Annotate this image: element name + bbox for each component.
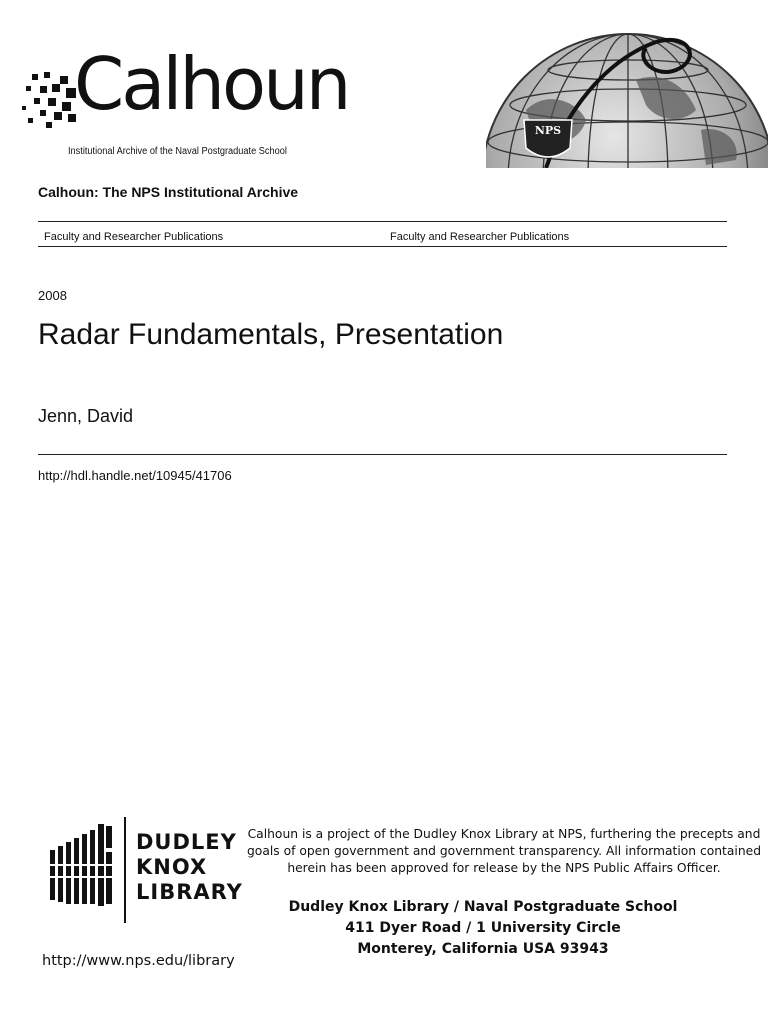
library-line-2: KNOX xyxy=(136,855,208,879)
nps-badge-text: NPS xyxy=(534,124,562,137)
header-rule-top xyxy=(38,221,727,222)
blurb-line-1: Calhoun is a project of the Dudley Knox Library at NPS, furthering the precepts and xyxy=(247,827,761,841)
calhoun-logo xyxy=(22,42,349,166)
logo-wordmark: Calhoun xyxy=(74,42,349,126)
library-line-1: DUDLEY xyxy=(136,830,237,854)
blurb-line-3: herein has been approved for release by the NPS Public Affairs Officer. xyxy=(287,861,721,875)
footer-address xyxy=(246,897,720,960)
record-title: Radar Fundamentals, Presentation xyxy=(38,318,504,351)
record-year: 2008 xyxy=(38,288,67,303)
dudley-knox-library-wordmark xyxy=(136,830,243,905)
header-rule-bottom xyxy=(38,246,727,247)
footer-divider xyxy=(124,817,126,923)
address-line-2: 411 Dyer Road / 1 University Circle xyxy=(345,920,621,936)
nps-shield-icon xyxy=(524,120,572,157)
library-url-link[interactable]: http://www.nps.edu/library xyxy=(42,953,235,969)
collection-left[interactable]: Faculty and Researcher Publications xyxy=(44,231,224,243)
address-line-3: Monterey, California USA 93943 xyxy=(357,941,609,957)
record-rule xyxy=(38,454,727,455)
archive-title: Calhoun: The NPS Institutional Archive xyxy=(38,184,299,200)
collection-right[interactable]: Faculty and Researcher Publications xyxy=(390,231,570,243)
address-line-1: Dudley Knox Library / Naval Postgraduate School xyxy=(288,899,678,915)
blurb-line-2: goals of open government and government transparency. All information contained xyxy=(247,844,761,858)
globe-graphic xyxy=(486,30,768,168)
handle-link[interactable]: http://hdl.handle.net/10945/41706 xyxy=(38,468,232,483)
logo-tagline: Institutional Archive of the Naval Postgraduate School xyxy=(68,146,287,157)
dudley-knox-library-logo-icon xyxy=(48,820,114,908)
record-author: Jenn, David xyxy=(38,406,134,426)
pixel-dots-icon xyxy=(22,72,82,132)
footer-blurb xyxy=(246,826,762,877)
library-line-3: LIBRARY xyxy=(136,880,243,904)
